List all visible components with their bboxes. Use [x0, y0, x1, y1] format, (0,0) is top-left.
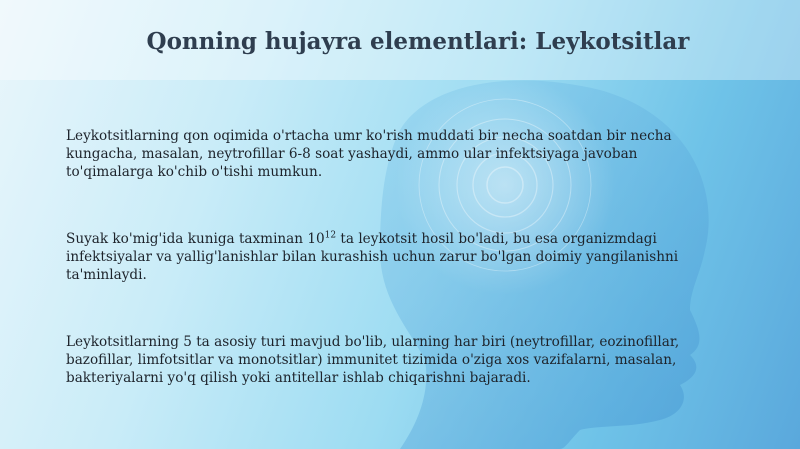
paragraph-production-start: Suyak ko'mig'ida kuniga taxminan 10 — [66, 231, 325, 247]
paragraph-lifespan: Leykotsitlarning qon oqimida o'rtacha umr ko'rish muddati bir necha soatdan bir necha kungacha, masalan, neytrofillar 6-8 soat yashaydi, ammo ular infektsiyaga javoban to'qimalarga ko'chib o'tishi mumkun. — [66, 128, 672, 180]
paragraph-production-end: ta leykotsit hosil bo'ladi, bu esa organizmdagi infektsiyalar va yallig'lanishlar bilan kurashish uchun zarur bo'lgan doimiy yangilanishni ta'minlaydi. — [66, 231, 679, 283]
slide-title: Qonning hujayra elementlari: Leykotsitlar — [146, 28, 690, 55]
exponent: 12 — [324, 230, 337, 241]
paragraph-types: Leykotsitlarning 5 ta asosiy turi mavjud bo'lib, ularning har biri (neytrofillar, eozinofillar, bazofillar, limfotsitlar va monotsitlar) immunitet tizimida o'ziga xos vazifalarni, masalan, bakteriyalarni yo'q qilish yoki antitellar ishlab chiqarishni bajaradi. — [66, 334, 680, 386]
paragraph-production — [66, 230, 716, 284]
